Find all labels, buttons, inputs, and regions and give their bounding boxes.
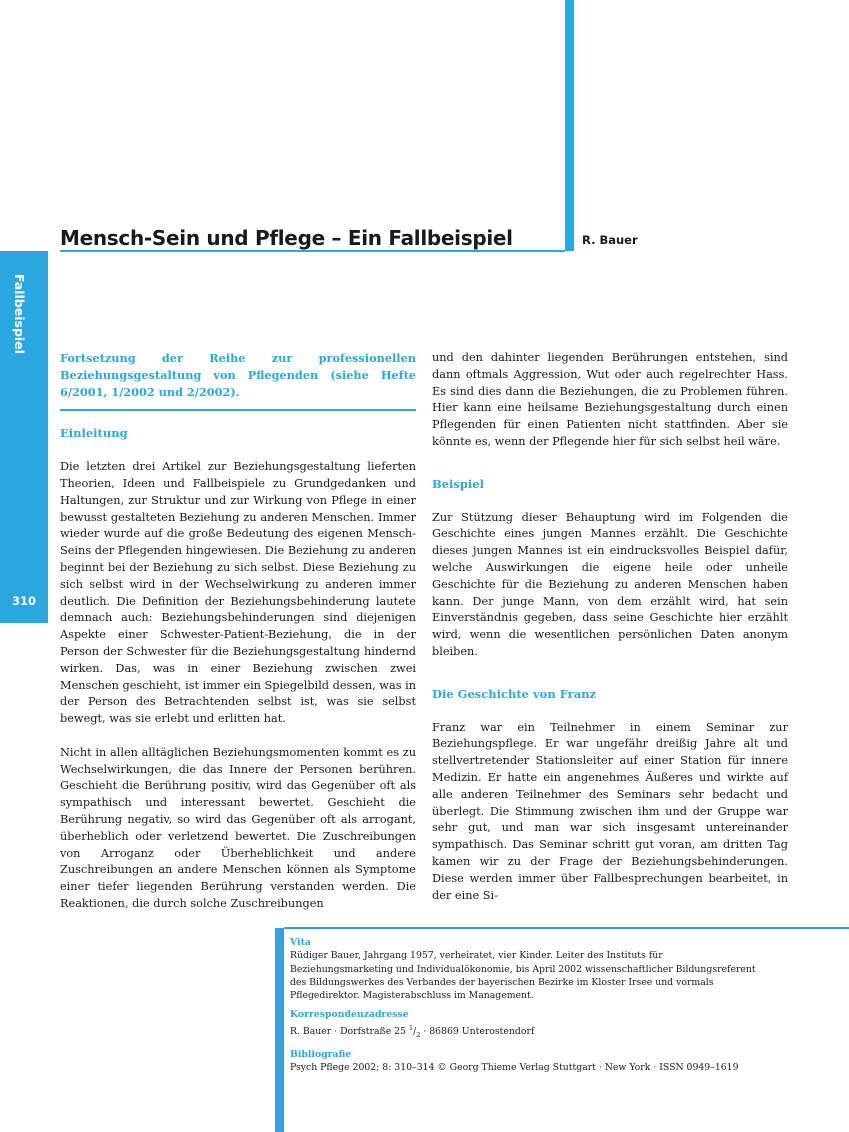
paragraph: Franz war ein Teilnehmer in einem Seminar zur Beziehungspflege. Er war ungefähr dreißig Jahre alt und stellvertretender Stationsleiter auf einer Station für innere Medizin. Er hatte ein angenehmes Äußeres und wirkte auf alle anderen Teilnehmer des Seminars sehr bedacht und überlegt. Die Stimmung zwischen ihm und der Gruppe war sehr gut, und man war sich insgesamt untereinander sympathisch. Das Seminar schritt gut voran, am dritten Tag kamen wir zu der Frage der Beziehungsbehinderungen. Diese werden immer über Fallbesprechungen bearbeitet, in der eine Si- <box>432 720 788 902</box>
heading-franz: Die Geschichte von Franz <box>432 686 597 701</box>
section-label: Fallbeispiel <box>12 274 27 354</box>
lead-rule <box>60 409 416 411</box>
header-accent-bar <box>565 0 574 251</box>
info-box-top-rule <box>284 927 849 929</box>
left-column <box>60 350 416 913</box>
vita-text: Rüdiger Bauer, Jahrgang 1957, verheiratet, vier Kinder. Leiter des Instituts für Beziehungsmarketing und Individualökonomie, bis April 2002 wissenschaftlicher Bildungsreferent des Bildungswerkes des Verbandes der bayerischen Bezirke im Kloster Irsee und vormals Pflegedirektor. Magisterabschluss im Management. <box>290 950 756 1002</box>
address-text: R. Bauer · Dorfstraße 25 $^1/_2 \cdot 86869$ Unterostendorf <box>290 1023 535 1039</box>
page-number: 310 <box>11 594 36 608</box>
heading-beispiel: Beispiel <box>432 476 484 491</box>
bibliography-text: Psych Pflege 2002; 8: 310–314 © Georg Thieme Verlag Stuttgart · New York · ISSN 0949–1619 <box>290 1062 739 1074</box>
paragraph: Nicht in allen alltäglichen Beziehungsmomenten kommt es zu Wechselwirkungen, die das Innere der Personen berühren. Geschieht die Berührung positiv, wird das Gegenüber oft als sympathisch und interessant bewertet. Geschieht die Berührung negativ, so wird das Gegenüber oft als arrogant, überheblich oder verletzend bewertet. Die Zuschreibungen von Arroganz oder Überheblichkeit und andere Zuschreibungen an andere Menschen können als Symptome einer tiefer liegenden Berührung verstanden werden. Die Reaktionen, die durch solche Zuschreibungen <box>60 745 416 910</box>
vita-label: Vita <box>290 937 311 948</box>
right-column <box>432 350 788 904</box>
paragraph: und den dahinter liegenden Berührungen entstehen, sind dann oftmals Aggression, Wut oder auch regelrechter Hass. Es sind dies dann die Beziehungen, die zu Problemen führen. Hier kann eine heilsame Beziehungsgestaltung durch einen Pflegenden für einen Patienten nicht stattfinden. Aber sie könnte es, wenn der Pflegende hier für sich selbst heil wäre. <box>432 351 788 448</box>
title-rule <box>60 250 565 252</box>
paragraph: Zur Stützung dieser Behauptung wird im Folgenden die Geschichte eines jungen Mannes erzählt. Die Geschichte dieses jungen Mannes ist ein eindrucksvolles Beispiel dafür, welche Auswirkungen die eigene heile oder unheile Geschichte für die Beziehung zu anderen Menschen haben kann. Der junge Mann, von dem erzählt wird, hat sein Einverständnis gegeben, dass seine Geschichte hier erzählt wird, wenn die wesentlichen persönlichen Daten anonym bleiben. <box>432 510 788 658</box>
paragraph: Die letzten drei Artikel zur Beziehungsgestaltung lieferten Theorien, Ideen und Fallbeispiele zu Grundgedanken und Haltungen, zur Struktur und zur Wirkung von Pflege in einer bewusst gestalteten Beziehung zu anderen Menschen. Immer wieder wurde auf die große Bedeutung des eigenen Mensch-Seins der Pflegenden hingewiesen. Die Beziehung zu anderen beginnt bei der Beziehung zu sich selbst. Diese Beziehung zu sich selbst wird in der Wechselwirkung zu anderen immer deutlich. Die Definition der Beziehungsbehinderung lautete demnach auch: Beziehungsbehinderungen sind diejenigen Aspekte einer Schwester-Patient-Beziehung, die in der Person der Schwester für die Beziehungsgestaltung hindernd wirken. Das, was in einer Beziehung zwischen zwei Menschen geschieht, ist immer ein Spiegelbild dessen, was in der Person des Betrachtenden selbst ist, was sie selbst bewegt, was sie erlebt und erlitten hat. <box>60 460 416 726</box>
lead-text: Fortsetzung der Reihe zur professionellen Beziehungsgestaltung von Pflegenden (siehe Hefte 6/2001, 1/2002 und 2/2002). <box>60 351 416 399</box>
author-name: R. Bauer <box>582 233 638 247</box>
info-box <box>290 936 760 1075</box>
info-box-accent-bar <box>275 928 284 1132</box>
heading-einleitung: Einleitung <box>60 426 128 441</box>
article-title: Mensch-Sein und Pflege – Ein Fallbeispiel <box>60 226 513 250</box>
address-label: Korrespondenzadresse <box>290 1009 409 1021</box>
bibliography-label: Bibliografie <box>290 1049 352 1061</box>
